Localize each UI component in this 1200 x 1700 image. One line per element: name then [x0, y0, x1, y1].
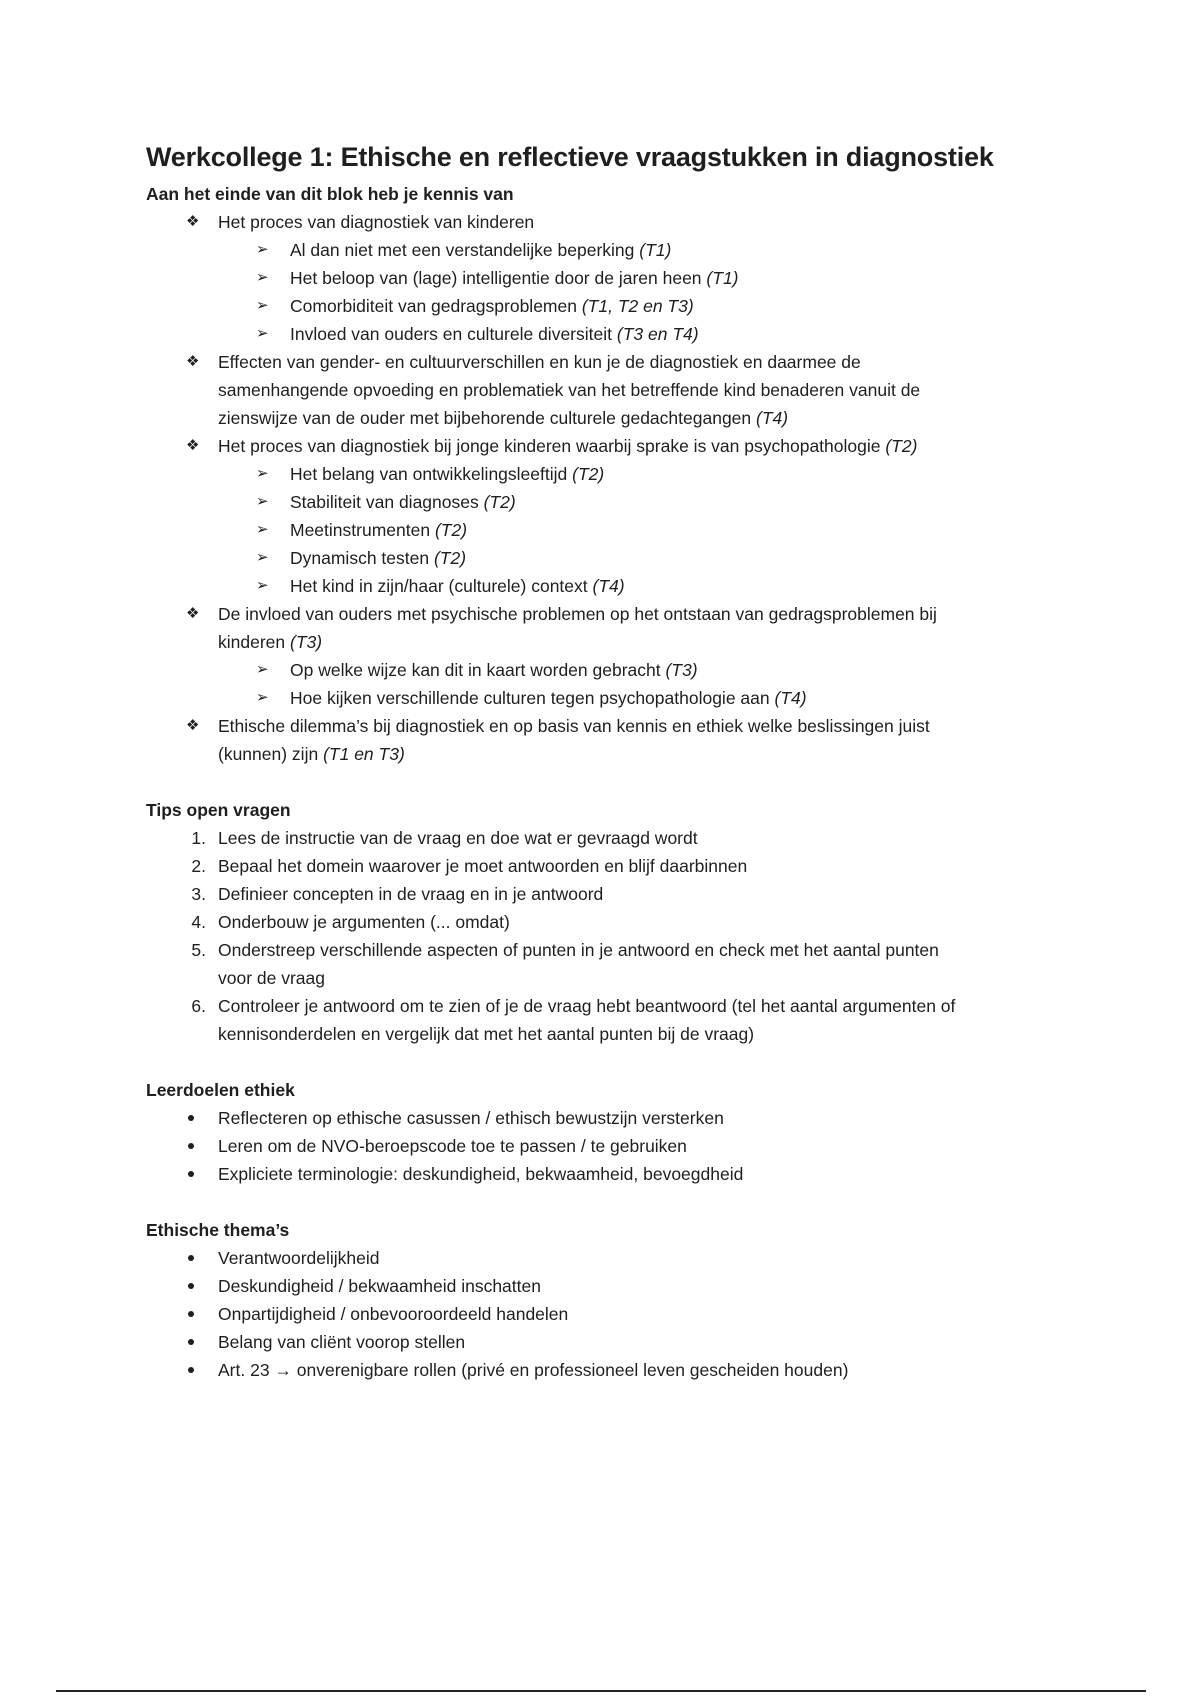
diamond-bullet-icon: ❖ — [186, 353, 200, 370]
document-page — [146, 140, 1066, 1384]
arrow-bullet-icon: ➢ — [256, 465, 269, 482]
section-heading: Tips open vragen — [146, 800, 291, 820]
bullet-dot-icon — [188, 1255, 194, 1261]
bullet-dot-icon — [188, 1115, 194, 1121]
list-item: Verantwoordelijkheid — [146, 1244, 1066, 1272]
arrow-bullet-icon: ➢ — [256, 297, 269, 314]
arrow-bullet-icon: ➢ — [256, 689, 269, 706]
section-heading: Aan het einde van dit blok heb je kennis van — [146, 184, 514, 204]
sub-list-item: ➢ Het belang van ontwikkelingsleeftijd (T2) — [146, 460, 1066, 488]
sub-list-item: ➢ Het kind in zijn/haar (culturele) context (T4) — [146, 572, 1066, 600]
arrow-bullet-icon: ➢ — [256, 241, 269, 258]
numbered-item: 3. Definieer concepten in de vraag en in je antwoord — [191, 884, 604, 904]
bullet-dot-icon — [188, 1311, 194, 1317]
sub-list-item: ➢ Hoe kijken verschillende culturen tegen psychopathologie aan (T4) — [146, 684, 1066, 712]
list-item: Belang van cliënt voorop stellen — [146, 1328, 1066, 1356]
sub-list-item: ➢ Stabiliteit van diagnoses (T2) — [146, 488, 1066, 516]
numbered-item: 4. Onderbouw je argumenten (... omdat) — [191, 912, 510, 932]
numbered-item: 1. Lees de instructie van de vraag en doe wat er gevraagd wordt — [191, 828, 698, 848]
list-item: ❖ Het proces van diagnostiek van kinderen — [146, 208, 1066, 236]
footer-divider — [56, 1690, 1146, 1692]
arrow-bullet-icon: ➢ — [256, 577, 269, 594]
arrow-bullet-icon: ➢ — [256, 269, 269, 286]
arrow-bullet-icon: ➢ — [256, 325, 269, 342]
diamond-bullet-icon: ❖ — [186, 437, 200, 454]
sub-list-item: ➢ Al dan niet met een verstandelijke beperking (T1) — [146, 236, 1066, 264]
list-item: ❖ Ethische dilemma’s bij diagnostiek en op basis van kennis en ethiek welke beslissingen juist (kunnen) zijn (T1 en T3) — [146, 712, 1066, 768]
diamond-bullet-icon: ❖ — [186, 213, 200, 230]
diamond-bullet-icon: ❖ — [186, 717, 200, 734]
learning-goals-section — [146, 180, 1066, 768]
sub-list-item: ➢ Invloed van ouders en culturele diversiteit (T3 en T4) — [146, 320, 1066, 348]
bullet-dot-icon — [188, 1283, 194, 1289]
bullet-dot-icon — [188, 1143, 194, 1149]
arrow-bullet-icon: ➢ — [256, 549, 269, 566]
arrow-bullet-icon: ➢ — [256, 493, 269, 510]
bullet-dot-icon — [188, 1367, 194, 1373]
numbered-item: 6. Controleer je antwoord om te zien of je de vraag hebt beantwoord (tel het aantal argumenten of kennisonderdelen en vergelijk dat met het aantal punten bij de vraag) — [191, 996, 956, 1044]
list-item: Leren om de NVO-beroepscode toe te passen / te gebruiken — [146, 1132, 1066, 1160]
section-heading: Leerdoelen ethiek — [146, 1080, 295, 1100]
ethics-goals-section — [146, 1076, 1066, 1188]
list-item: Art. 23 → onverenigbare rollen (privé en professioneel leven gescheiden houden) — [146, 1356, 1066, 1384]
list-item: Onpartijdigheid / onbevooroordeeld handelen — [146, 1300, 1066, 1328]
bullet-dot-icon — [188, 1171, 194, 1177]
numbered-item: 2. Bepaal het domein waarover je moet antwoorden en blijf daarbinnen — [191, 856, 748, 876]
tips-section — [146, 796, 1066, 1048]
sub-list-item: ➢ Dynamisch testen (T2) — [146, 544, 1066, 572]
sub-list-item: ➢ Het beloop van (lage) intelligentie door de jaren heen (T1) — [146, 264, 1066, 292]
diamond-bullet-icon: ❖ — [186, 605, 200, 622]
list-item: ❖ Effecten van gender- en cultuurverschillen en kun je de diagnostiek en daarmee de samenhangende opvoeding en problematiek van het betreffende kind benaderen vanuit de zienswijze van de ouder met bijbehorende culturele gedachtegangen (T4) — [146, 348, 1066, 432]
sub-list-item: ➢ Meetinstrumenten (T2) — [146, 516, 1066, 544]
list-item: Expliciete terminologie: deskundigheid, bekwaamheid, bevoegdheid — [146, 1160, 1066, 1188]
sub-list-item: ➢ Op welke wijze kan dit in kaart worden gebracht (T3) — [146, 656, 1066, 684]
numbered-item: 5. Onderstreep verschillende aspecten of punten in je antwoord en check met het aantal punten voor de vraag — [191, 940, 939, 988]
page-title: Werkcollege 1: Ethische en reflectieve vraagstukken in diagnostiek — [146, 142, 994, 172]
section-heading: Ethische thema’s — [146, 1220, 290, 1240]
list-item: ❖ Het proces van diagnostiek bij jonge kinderen waarbij sprake is van psychopathologie (T2) — [146, 432, 1066, 460]
list-item: ❖ De invloed van ouders met psychische problemen op het ontstaan van gedragsproblemen bij kinderen (T3) — [146, 600, 1066, 656]
bullet-dot-icon — [188, 1339, 194, 1345]
ethics-themes-section — [146, 1216, 1066, 1384]
sub-list-item: ➢ Comorbiditeit van gedragsproblemen (T1, T2 en T3) — [146, 292, 1066, 320]
arrow-bullet-icon: ➢ — [256, 521, 269, 538]
arrow-bullet-icon: ➢ — [256, 661, 269, 678]
list-item: Deskundigheid / bekwaamheid inschatten — [146, 1272, 1066, 1300]
list-item: Reflecteren op ethische casussen / ethisch bewustzijn versterken — [146, 1104, 1066, 1132]
